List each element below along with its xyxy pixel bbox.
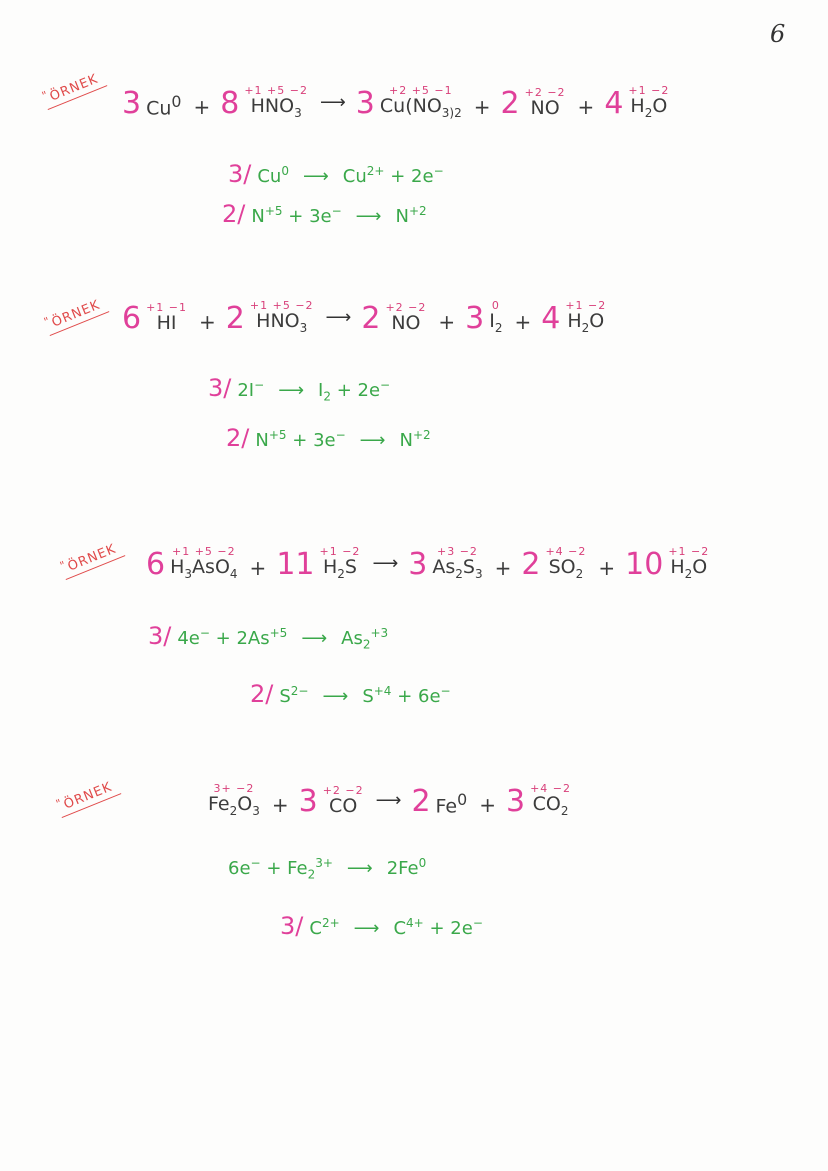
example-label-1: "ÖRNEK — [41, 69, 107, 110]
species-h2o: +1 −2 $H_2O$ — [565, 299, 607, 335]
species-h2o: +1 −2 $H_2O$ — [668, 545, 710, 581]
species-cu-no3-2: +2 +5 −1 $Cu(NO_{3)2}$ — [379, 83, 462, 120]
reaction-arrow: ⟶ — [325, 307, 352, 329]
species-h2o: +1 −2 $H_2O$ — [628, 83, 670, 120]
species-no: +2 −2 NO — [524, 86, 566, 120]
half-reaction-2a: 3/ 2I− ⟶ $I_2 + 2e^-$ — [208, 374, 391, 404]
coefficient: 3 — [408, 547, 428, 583]
coefficient: 3 — [298, 784, 318, 820]
coefficient: 10 — [625, 547, 664, 583]
coefficient: 4 — [541, 301, 561, 337]
half-reaction-4b: 3/ $C^{2+}$ ⟶ $C^{4+} + 2e^-$ — [280, 912, 483, 940]
coefficient: 2 — [225, 301, 245, 337]
equation-2: 6 +1 −1 HI + 2 +1 +5 −2 $HNO_3$ ⟶ 2 +2 −2 NO + 3 0 $I_2$ + 4 +1 −2 $H_2O$ — [122, 299, 607, 337]
half-reaction-4a: $6e^- + Fe_2^{3+}$ ⟶ 2Fe$^0$ — [228, 856, 427, 882]
species-i2: 0 $I_2$ — [489, 299, 503, 335]
coefficient: 2 — [361, 301, 381, 337]
half-reaction-3a: 3/ $4e^- + 2As^{+5}$ ⟶ $As_2^{+3}$ — [148, 622, 389, 652]
species-co: +2 −2 CO — [322, 784, 364, 818]
reaction-arrow: ⟶ — [319, 92, 346, 114]
half-reaction-1b: 2/ $N^{+5} + 3e^-$ ⟶ $N^{+2}$ — [222, 200, 427, 228]
coefficient: 3 — [122, 86, 142, 122]
coefficient: 2 — [521, 547, 541, 583]
coefficient: 2 — [500, 86, 520, 122]
equation-1: 3 Cu$^0$ + 8 +1 +5 −2 $HNO_3$ ⟶ 3 +2 +5 −1 $Cu(NO_{3)2}$ + 2 +2 −2 NO + 4 +1 −2 $H_2O$ — [122, 83, 670, 122]
coefficient: 11 — [276, 547, 315, 583]
coefficient: 8 — [220, 86, 240, 122]
page-number: 6 — [770, 20, 786, 48]
reaction-arrow: ⟶ — [375, 790, 402, 812]
example-label-2: "ÖRNEK — [43, 295, 109, 336]
half-reaction-1a: 3/ Cu$^0$ ⟶ $Cu^{2+} + 2e^-$ — [228, 160, 444, 188]
coefficient: 3 — [465, 301, 485, 337]
coefficient: 3 — [355, 86, 375, 122]
species-h2s: +1 −2 $H_2S$ — [319, 545, 361, 581]
example-label-4: "ÖRNEK — [55, 777, 121, 818]
coefficient: 6 — [122, 301, 142, 337]
half-reaction-2b: 2/ $N^{+5} + 3e^-$ ⟶ $N^{+2}$ — [226, 424, 431, 452]
example-label-3: "ÖRNEK — [59, 539, 125, 580]
half-reaction-3b: 2/ $S^{2-}$ ⟶ $S^{+4} + 6e^-$ — [250, 680, 451, 708]
coefficient: 4 — [604, 86, 624, 122]
species-so2: +4 −2 $SO_2$ — [545, 545, 587, 581]
species-no: +2 −2 NO — [385, 301, 427, 335]
species-as2s3: +3 −2 $As_2S_3$ — [432, 545, 483, 581]
coefficient: 3 — [505, 784, 526, 820]
species-hno3: +1 +5 −2 $HNO_3$ — [244, 83, 308, 120]
coefficient: 2 — [411, 784, 431, 820]
reaction-arrow: ⟶ — [372, 553, 399, 575]
species-fe2o3: 3+ −2 $Fe_2O_3$ — [208, 781, 260, 818]
species-co2: +4 −2 $CO_2$ — [530, 781, 572, 818]
species-hno3: +1 +5 −2 $HNO_3$ — [249, 299, 314, 335]
species-h3aso4: +1 +5 −2 $H_3AsO_4$ — [170, 545, 238, 581]
equation-3: 6 +1 +5 −2 $H_3AsO_4$ + 11 +1 −2 $H_2S$ ⟶ 3 +3 −2 $As_2S_3$ + 2 +4 −2 $SO_2$ + 10 +1 −2 $H_2O$ — [146, 545, 710, 583]
species-hi: +1 −1 HI — [146, 301, 188, 335]
equation-4: 3+ −2 $Fe_2O_3$ + 3 +2 −2 CO ⟶ 2 Fe$^0$ + 3 +4 −2 $CO_2$ — [208, 781, 572, 820]
coefficient: 6 — [146, 547, 166, 583]
species-cu: Cu$^0$ — [146, 92, 182, 120]
species-fe: Fe$^0$ — [435, 790, 468, 818]
